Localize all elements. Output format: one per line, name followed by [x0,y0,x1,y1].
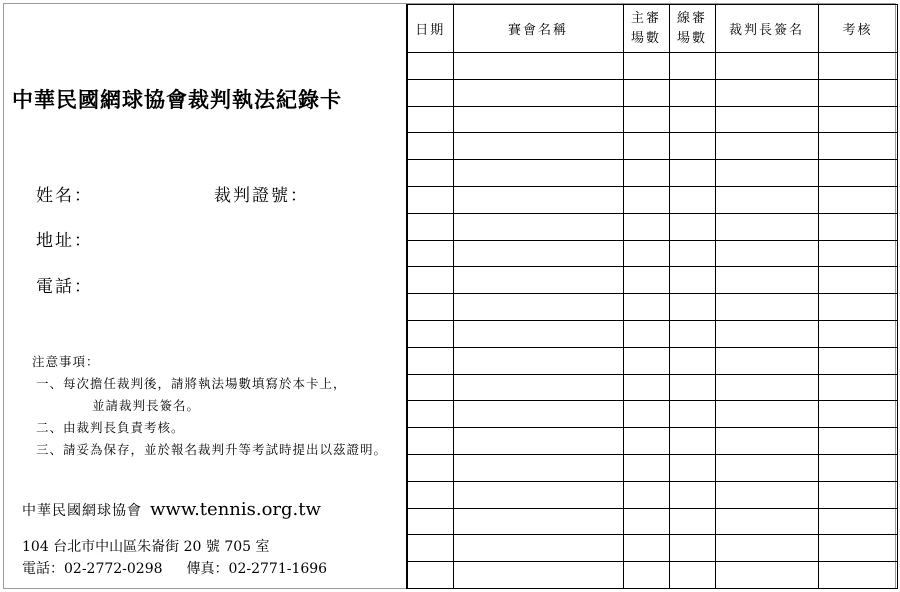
table-row [407,106,897,133]
cell-date[interactable] [407,213,453,240]
cell-evaluation[interactable] [818,535,897,562]
cell-date[interactable] [407,133,453,160]
cell-evaluation[interactable] [818,294,897,321]
cell-event[interactable] [453,481,623,508]
notes-section [32,351,387,461]
cell-event[interactable] [453,347,623,374]
cell-line[interactable] [669,562,715,589]
cell-chair[interactable] [623,53,669,80]
notes-heading: 注意事項： [32,354,100,369]
cell-chair[interactable] [623,401,669,428]
cell-evaluation[interactable] [818,374,897,401]
header-line-line2: 場數 [676,30,707,46]
cell-date[interactable] [407,374,453,401]
cell-line[interactable] [669,240,715,267]
table-row [407,133,897,160]
cell-date[interactable] [407,160,453,187]
table-row [407,267,897,294]
cell-line[interactable] [669,481,715,508]
header-line-line1: 線審 [676,10,707,26]
cell-line[interactable] [669,320,715,347]
cell-signature[interactable] [715,508,818,535]
cell-chair[interactable] [623,106,669,133]
cell-evaluation[interactable] [818,562,897,589]
cell-signature[interactable] [715,106,818,133]
footer-address: 104 台北市中山區朱崙街 20 號 705 室 [22,539,270,555]
cell-event[interactable] [453,374,623,401]
cell-chair[interactable] [623,320,669,347]
cell-date[interactable] [407,320,453,347]
record-log-table [406,4,898,589]
record-card [3,3,896,589]
cell-evaluation[interactable] [818,240,897,267]
cell-chair[interactable] [623,347,669,374]
header-chair-line1: 主審 [630,10,661,26]
header-chair-umpire-matches [623,5,669,53]
cell-signature[interactable] [715,294,818,321]
header-chair-line2: 場數 [630,30,661,46]
cell-signature[interactable] [715,347,818,374]
phone-label: 電話： [36,277,93,297]
cell-evaluation[interactable] [818,481,897,508]
cell-chair[interactable] [623,213,669,240]
cell-chair[interactable] [623,454,669,481]
cell-date[interactable] [407,428,453,455]
cell-chair[interactable] [623,160,669,187]
cell-line[interactable] [669,106,715,133]
footer-url: www.tennis.org.tw [150,499,321,520]
cell-event[interactable] [453,320,623,347]
cell-chair[interactable] [623,186,669,213]
cell-signature[interactable] [715,160,818,187]
table-row [407,213,897,240]
cell-line[interactable] [669,186,715,213]
cell-chair[interactable] [623,481,669,508]
cell-signature[interactable] [715,186,818,213]
cell-signature[interactable] [715,133,818,160]
cell-evaluation[interactable] [818,454,897,481]
cell-date[interactable] [407,454,453,481]
cell-evaluation[interactable] [818,428,897,455]
cell-line[interactable] [669,79,715,106]
table-row [407,508,897,535]
cell-chair[interactable] [623,267,669,294]
cell-event[interactable] [453,186,623,213]
address-label: 地址： [36,231,93,251]
cell-chair[interactable] [623,535,669,562]
cell-chair[interactable] [623,294,669,321]
cell-date[interactable] [407,401,453,428]
cell-line[interactable] [669,535,715,562]
cell-evaluation[interactable] [818,508,897,535]
cell-date[interactable] [407,267,453,294]
cell-evaluation[interactable] [818,347,897,374]
cell-event[interactable] [453,133,623,160]
cell-event[interactable] [453,213,623,240]
cell-evaluation[interactable] [818,79,897,106]
table-row [407,481,897,508]
table-header-row [407,5,897,53]
cell-signature[interactable] [715,535,818,562]
note-item-1: 一、每次擔任裁判後，請將執法場數填寫於本卡上， [36,376,347,391]
cell-line[interactable] [669,213,715,240]
footer-fax: 傳真：02-2771-1696 [186,561,328,577]
header-line-umpire-matches [669,5,715,53]
cell-line[interactable] [669,401,715,428]
cell-date[interactable] [407,106,453,133]
cell-line[interactable] [669,133,715,160]
table-row [407,401,897,428]
cell-chair[interactable] [623,508,669,535]
header-event-name: 賽會名稱 [453,5,623,53]
cell-evaluation[interactable] [818,160,897,187]
header-referee-signature: 裁判長簽名 [715,5,818,53]
footer-org [22,499,321,520]
cell-date[interactable] [407,562,453,589]
cell-signature[interactable] [715,267,818,294]
cell-event[interactable] [453,240,623,267]
table-row [407,320,897,347]
cell-signature[interactable] [715,240,818,267]
cell-line[interactable] [669,53,715,80]
cell-event[interactable] [453,79,623,106]
cell-signature[interactable] [715,562,818,589]
cell-signature[interactable] [715,79,818,106]
cell-date[interactable] [407,508,453,535]
cell-evaluation[interactable] [818,186,897,213]
cell-signature[interactable] [715,374,818,401]
table-row [407,294,897,321]
note-item-2: 二、由裁判長負責考核。 [36,420,185,435]
cell-event[interactable] [453,401,623,428]
table-body [407,53,897,589]
footer-contact [22,558,327,578]
cell-event[interactable] [453,294,623,321]
cell-chair[interactable] [623,79,669,106]
table-row [407,454,897,481]
table-row [407,428,897,455]
cell-event[interactable] [453,454,623,481]
cell-line[interactable] [669,374,715,401]
footer-phone: 電話：02-2772-0298 [22,561,163,577]
cell-date[interactable] [407,79,453,106]
cell-event[interactable] [453,428,623,455]
cell-date[interactable] [407,481,453,508]
cell-signature[interactable] [715,454,818,481]
cell-signature[interactable] [715,481,818,508]
referee-id-label: 裁判證號： [214,186,309,206]
cell-chair[interactable] [623,374,669,401]
cell-event[interactable] [453,508,623,535]
cell-event[interactable] [453,535,623,562]
table-row [407,240,897,267]
cell-signature[interactable] [715,401,818,428]
cell-evaluation[interactable] [818,267,897,294]
header-evaluation: 考核 [818,5,897,53]
table-row [407,562,897,589]
cell-chair[interactable] [623,133,669,160]
cell-line[interactable] [669,454,715,481]
cell-date[interactable] [407,53,453,80]
cell-signature[interactable] [715,428,818,455]
cell-event[interactable] [453,160,623,187]
cell-chair[interactable] [623,240,669,267]
cell-line[interactable] [669,294,715,321]
cell-event[interactable] [453,267,623,294]
cell-line[interactable] [669,160,715,187]
card-title: 中華民國網球協會裁判執法紀錄卡 [12,87,342,112]
cell-event[interactable] [453,106,623,133]
cell-line[interactable] [669,267,715,294]
cell-signature[interactable] [715,213,818,240]
cell-date[interactable] [407,347,453,374]
note-item-1-continued: 並請裁判長簽名。 [92,398,201,413]
cell-line[interactable] [669,428,715,455]
cell-line[interactable] [669,347,715,374]
cell-line[interactable] [669,508,715,535]
card-info-panel [4,4,407,588]
cell-evaluation[interactable] [818,133,897,160]
table-row [407,374,897,401]
cell-date[interactable] [407,294,453,321]
cell-evaluation[interactable] [818,320,897,347]
name-label: 姓名： [36,186,93,206]
cell-evaluation[interactable] [818,213,897,240]
cell-signature[interactable] [715,53,818,80]
table-row [407,186,897,213]
cell-evaluation[interactable] [818,106,897,133]
note-item-3: 三、請妥為保存，並於報名裁判升等考試時提出以茲證明。 [36,442,388,457]
cell-chair[interactable] [623,562,669,589]
cell-evaluation[interactable] [818,401,897,428]
table-row [407,347,897,374]
table-row [407,535,897,562]
cell-event[interactable] [453,53,623,80]
cell-event[interactable] [453,562,623,589]
table-row [407,53,897,80]
table-row [407,79,897,106]
cell-evaluation[interactable] [818,53,897,80]
cell-date[interactable] [407,535,453,562]
header-date: 日期 [407,5,453,53]
footer-org-name: 中華民國網球協會 [22,503,142,519]
cell-chair[interactable] [623,428,669,455]
cell-date[interactable] [407,240,453,267]
cell-signature[interactable] [715,320,818,347]
cell-date[interactable] [407,186,453,213]
table-row [407,160,897,187]
